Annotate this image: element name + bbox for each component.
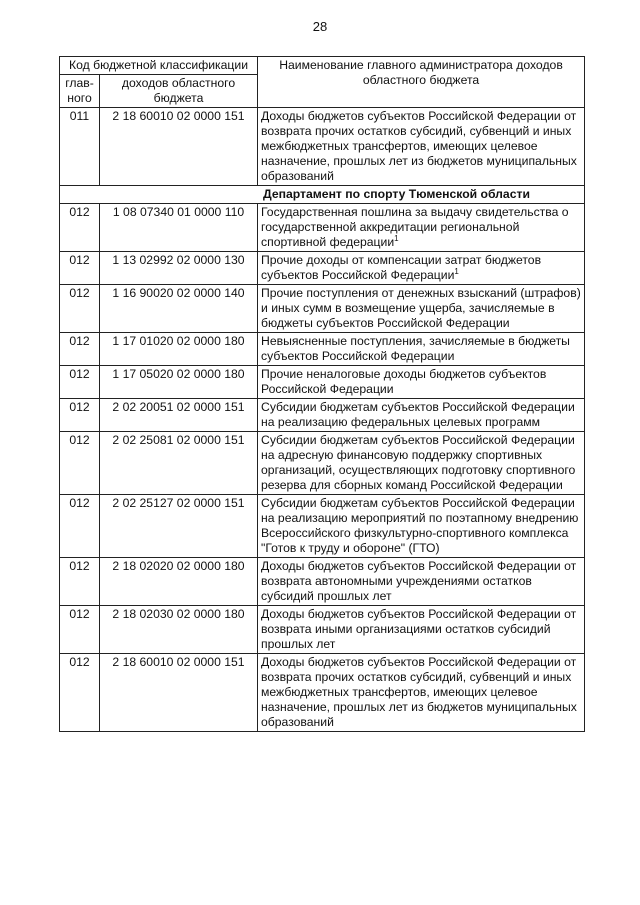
admin-code-cell: 012 bbox=[60, 558, 100, 606]
table-row bbox=[60, 606, 585, 654]
revenue-name-text: Доходы бюджетов субъектов Российской Федерации от возврата автономными учреждениями остатков субсидий прошлых лет bbox=[261, 559, 577, 603]
table-row bbox=[60, 432, 585, 495]
footnote-marker: 1 bbox=[394, 233, 399, 243]
header-classification-code: Код бюджетной классификации bbox=[60, 57, 258, 75]
table-row bbox=[60, 285, 585, 333]
revenue-name-text: Прочие поступления от денежных взысканий (штрафов) и иных сумм в возмещение ущерба, зачисляемые в бюджеты субъектов Российской Федерации bbox=[261, 286, 581, 330]
revenue-name-text: Субсидии бюджетам субъектов Российской Федерации на реализацию федеральных целевых программ bbox=[261, 400, 575, 429]
header-administrator-name: Наименование главного администратора доходов областного бюджета bbox=[258, 57, 585, 108]
admin-code-cell: 012 bbox=[60, 285, 100, 333]
table-row bbox=[60, 366, 585, 399]
section-row bbox=[60, 186, 585, 204]
admin-code-cell: 011 bbox=[60, 108, 100, 186]
revenue-name-text: Прочие неналоговые доходы бюджетов субъектов Российской Федерации bbox=[261, 367, 547, 396]
revenue-code-cell: 2 02 25127 02 0000 151 bbox=[100, 495, 258, 558]
revenue-name-text: Субсидии бюджетам субъектов Российской Федерации на реализацию мероприятий по поэтапному внедрению Всероссийского физкультурно-спортивного комплекса "Готов к труду и обороне" (ГТО) bbox=[261, 496, 579, 555]
revenue-name-text: Субсидии бюджетам субъектов Российской Федерации на адресную финансовую поддержку спортивных организаций, осуществляющих подготовку спортивного резерва для сборных команд Российской Федерации bbox=[261, 433, 576, 492]
revenue-name-cell bbox=[258, 333, 585, 366]
revenue-name-cell bbox=[258, 204, 585, 252]
revenue-name-cell bbox=[258, 108, 585, 186]
header-revenue-code: доходов областного бюджета bbox=[100, 75, 258, 108]
revenue-code-cell: 2 18 02020 02 0000 180 bbox=[100, 558, 258, 606]
footnote-marker: 1 bbox=[454, 266, 459, 276]
revenue-name-text: Доходы бюджетов субъектов Российской Федерации от возврата иными организациями остатков субсидий прошлых лет bbox=[261, 607, 577, 651]
revenue-code-cell: 1 17 01020 02 0000 180 bbox=[100, 333, 258, 366]
table-row bbox=[60, 654, 585, 732]
revenue-name-cell bbox=[258, 558, 585, 606]
revenue-name-cell bbox=[258, 606, 585, 654]
revenue-name-cell bbox=[258, 432, 585, 495]
revenue-code-cell: 2 02 20051 02 0000 151 bbox=[100, 399, 258, 432]
table-row bbox=[60, 204, 585, 252]
section-title: Департамент по спорту Тюменской области bbox=[60, 186, 585, 204]
revenue-name-cell bbox=[258, 252, 585, 285]
admin-code-cell: 012 bbox=[60, 366, 100, 399]
admin-code-cell: 012 bbox=[60, 333, 100, 366]
revenue-code-cell: 1 16 90020 02 0000 140 bbox=[100, 285, 258, 333]
admin-code-cell: 012 bbox=[60, 654, 100, 732]
revenue-name-text: Государственная пошлина за выдачу свидетельства о государственной аккредитации региональной спортивной федерации bbox=[261, 205, 569, 249]
admin-code-cell: 012 bbox=[60, 495, 100, 558]
admin-code-cell: 012 bbox=[60, 204, 100, 252]
admin-code-cell: 012 bbox=[60, 252, 100, 285]
revenue-name-text: Прочие доходы от компенсации затрат бюджетов субъектов Российской Федерации bbox=[261, 253, 542, 282]
revenue-code-cell: 2 18 02030 02 0000 180 bbox=[100, 606, 258, 654]
revenue-name-cell bbox=[258, 285, 585, 333]
revenue-code-cell: 1 13 02992 02 0000 130 bbox=[100, 252, 258, 285]
admin-code-cell: 012 bbox=[60, 432, 100, 495]
revenue-code-cell: 1 17 05020 02 0000 180 bbox=[100, 366, 258, 399]
table-row bbox=[60, 252, 585, 285]
revenue-name-text: Доходы бюджетов субъектов Российской Федерации от возврата прочих остатков субсидий, субвенций и иных межбюджетных трансфертов, имеющих целевое назначение, прошлых лет из бюджетов муниципальных образований bbox=[261, 109, 577, 183]
budget-classification-table bbox=[59, 56, 585, 732]
revenue-name-cell bbox=[258, 399, 585, 432]
table-row bbox=[60, 333, 585, 366]
admin-code-cell: 012 bbox=[60, 399, 100, 432]
revenue-code-cell: 1 08 07340 01 0000 110 bbox=[100, 204, 258, 252]
page-number: 28 bbox=[312, 19, 328, 34]
revenue-code-cell: 2 18 60010 02 0000 151 bbox=[100, 654, 258, 732]
admin-code-cell: 012 bbox=[60, 606, 100, 654]
table-row bbox=[60, 399, 585, 432]
table-row bbox=[60, 558, 585, 606]
revenue-name-cell bbox=[258, 654, 585, 732]
revenue-name-text: Невыясненные поступления, зачисляемые в бюджеты субъектов Российской Федерации bbox=[261, 334, 570, 363]
table-row bbox=[60, 495, 585, 558]
revenue-name-cell bbox=[258, 366, 585, 399]
table-row bbox=[60, 108, 585, 186]
revenue-code-cell: 2 02 25081 02 0000 151 bbox=[100, 432, 258, 495]
revenue-code-cell: 2 18 60010 02 0000 151 bbox=[100, 108, 258, 186]
revenue-name-text: Доходы бюджетов субъектов Российской Федерации от возврата прочих остатков субсидий, субвенций и иных межбюджетных трансфертов, имеющих целевое назначение, прошлых лет из бюджетов муниципальных образований bbox=[261, 655, 577, 729]
header-chief-admin: глав- ного bbox=[60, 75, 100, 108]
revenue-name-cell bbox=[258, 495, 585, 558]
